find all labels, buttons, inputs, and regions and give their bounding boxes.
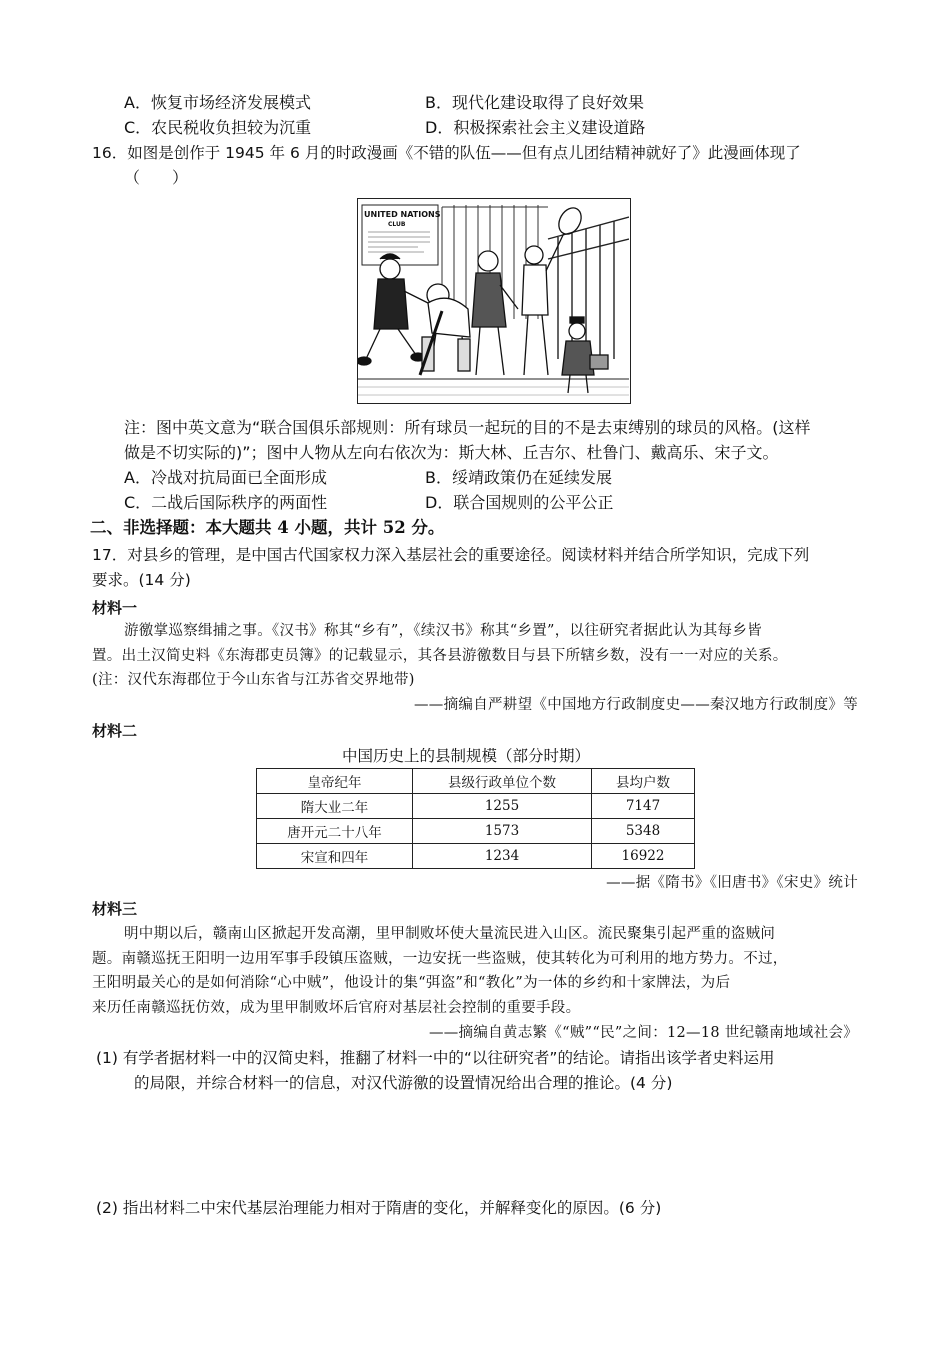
table-cell: 1234 (413, 844, 592, 869)
table-row (257, 819, 695, 844)
q15-option-b: B．现代化建设取得了良好效果 (425, 93, 644, 112)
material-1-line2: 置。出土汉简史料《东海郡吏员簿》的记载显示，其各县游徼数目与县下所辖乡数，没有一一对应的关系。 (92, 648, 788, 664)
table-cell: 唐开元二十八年 (257, 819, 413, 844)
q17-stem-line2: 要求。(14 分) (92, 571, 191, 589)
material-3-line1: 明中期以后，赣南山区掀起开发高潮，里甲制败坏使大量流民进入山区。流民聚集引起严重的盗贼问 (124, 926, 776, 942)
q15-option-a: A．恢复市场经济发展模式 (124, 93, 311, 112)
material-3-label: 材料三 (92, 900, 138, 918)
q16-option-c: C．二战后国际秩序的两面性 (124, 493, 328, 512)
q15-option-d: D．积极探索社会主义建设道路 (425, 118, 646, 137)
material-3-source: ——摘编自黄志繁《“贼”“民”之间：12—18 世纪赣南地域社会》 (428, 1025, 858, 1041)
county-scale-table (256, 768, 695, 869)
material-3-line4: 来历任南赣巡抚仿效，成为里甲制败坏后官府对基层社会控制的重要手段。 (92, 1000, 581, 1016)
table-header-row (257, 769, 695, 794)
q17-stem-line1: 17．对县乡的管理，是中国古代国家权力深入基层社会的重要途径。阅读材料并结合所学知识，完成下列 (92, 546, 810, 564)
table-cell: 16922 (592, 844, 695, 869)
material-1-source: ——摘编自严耕望《中国地方行政制度史——秦汉地方行政制度》等 (414, 697, 858, 713)
q16-note-line1: 注：图中英文意为“联合国俱乐部规则：所有球员一起玩的目的不是去束缚别的球员的风格。(这样 (124, 418, 811, 437)
section-2-title: 二、非选择题：本大题共 4 小题，共计 52 分。 (90, 518, 445, 537)
q16-option-b: B．绥靖政策仍在延续发展 (425, 468, 612, 487)
table-header-cell: 县级行政单位个数 (413, 769, 592, 794)
table-cell: 5348 (592, 819, 695, 844)
material-3-line3: 王阳明最关心的是如何消除“心中贼”，他设计的集“弭盗”和“教化”为一体的乡约和十家牌法，为后 (92, 975, 731, 991)
q16-note-line2: 做是不切实际的)”；图中人物从左向右依次为：斯大林、丘吉尔、杜鲁门、戴高乐、宋子文。 (124, 443, 779, 462)
political-cartoon (357, 198, 631, 404)
table-cell: 1573 (413, 819, 592, 844)
table-cell: 宋宣和四年 (257, 844, 413, 869)
q16-answer-paren: （ ） (124, 168, 189, 187)
material-2-label: 材料二 (92, 722, 138, 740)
table-row (257, 844, 695, 869)
table-row (257, 794, 695, 819)
q16-option-d: D．联合国规则的公平公正 (425, 493, 614, 512)
q17-sub2: (2) 指出材料二中宋代基层治理能力相对于隋唐的变化，并解释变化的原因。(6 分) (96, 1199, 662, 1217)
cartoon-illustration (358, 199, 629, 402)
table-cell: 7147 (592, 794, 695, 819)
q17-sub1-line2: 的局限，并综合材料一的信息，对汉代游徼的设置情况给出合理的推论。(4 分) (134, 1074, 673, 1092)
table-cell: 1255 (413, 794, 592, 819)
q15-option-c: C．农民税收负担较为沉重 (124, 118, 312, 137)
cartoon-sign-title: UNITED NATIONS (364, 210, 441, 219)
material-1-line1: 游徼掌巡察缉捕之事。《汉书》称其“乡有”，《续汉书》称其“乡置”，以往研究者据此认为其每乡皆 (124, 623, 762, 639)
table-header-cell: 县均户数 (592, 769, 695, 794)
material-2-source: ——据《隋书》《旧唐书》《宋史》统计 (606, 875, 858, 891)
material-1-label: 材料一 (92, 599, 138, 617)
q16-stem: 16．如图是创作于 1945 年 6 月的时政漫画《不错的队伍——但有点儿团结精神就好了》此漫画体现了 (92, 144, 801, 162)
q16-option-a: A．冷战对抗局面已全面形成 (124, 468, 327, 487)
table-header-cell: 皇帝纪年 (257, 769, 413, 794)
cartoon-sign-subtitle: CLUB (388, 221, 406, 228)
material-1-line3: (注：汉代东海郡位于今山东省与江苏省交界地带) (92, 672, 415, 688)
q17-sub1-line1: (1) 有学者据材料一中的汉简史料，推翻了材料一中的“以往研究者”的结论。请指出该学者史料运用 (96, 1049, 775, 1067)
material-3-line2: 题。南赣巡抚王阳明一边用军事手段镇压盗贼，一边安抚一些盗贼，使其转化为可利用的地方势力。不过， (92, 951, 788, 967)
table-cell: 隋大业二年 (257, 794, 413, 819)
table-title: 中国历史上的县制规模（部分时期） (342, 747, 591, 765)
